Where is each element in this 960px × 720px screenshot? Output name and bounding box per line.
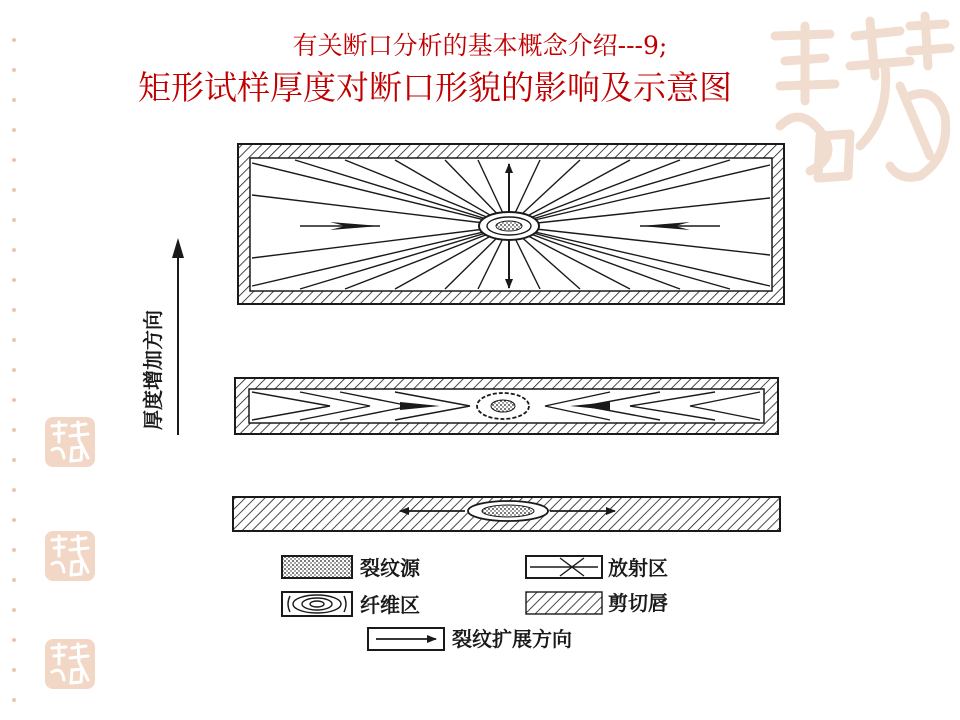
legend-label-crack-source: 裂纹源 — [360, 556, 420, 580]
legend-swatch-crack-direction — [368, 628, 444, 650]
legend — [282, 556, 668, 651]
thick-specimen — [238, 144, 784, 304]
legend-swatch-fiber-zone — [282, 592, 352, 616]
legend-swatch-shear-lip — [526, 592, 602, 614]
slide-subtitle: 矩形试样厚度对断口形貌的影响及示意图 — [138, 68, 732, 107]
legend-swatch-crack-source — [282, 556, 352, 578]
axis-label: 厚度增加方向 — [141, 310, 165, 430]
legend-label-fiber-zone: 纤维区 — [360, 593, 420, 617]
legend-swatch-radial-zone — [526, 556, 602, 578]
legend-label-crack-direction: 裂纹扩展方向 — [452, 627, 572, 651]
medium-specimen — [235, 378, 778, 434]
legend-label-shear-lip: 剪切唇 — [608, 591, 668, 615]
thin-specimen — [233, 497, 780, 531]
thickness-axis — [141, 238, 184, 435]
slide-title: 有关断口分析的基本概念介绍---9; — [292, 31, 668, 60]
legend-label-radial-zone: 放射区 — [608, 556, 668, 580]
